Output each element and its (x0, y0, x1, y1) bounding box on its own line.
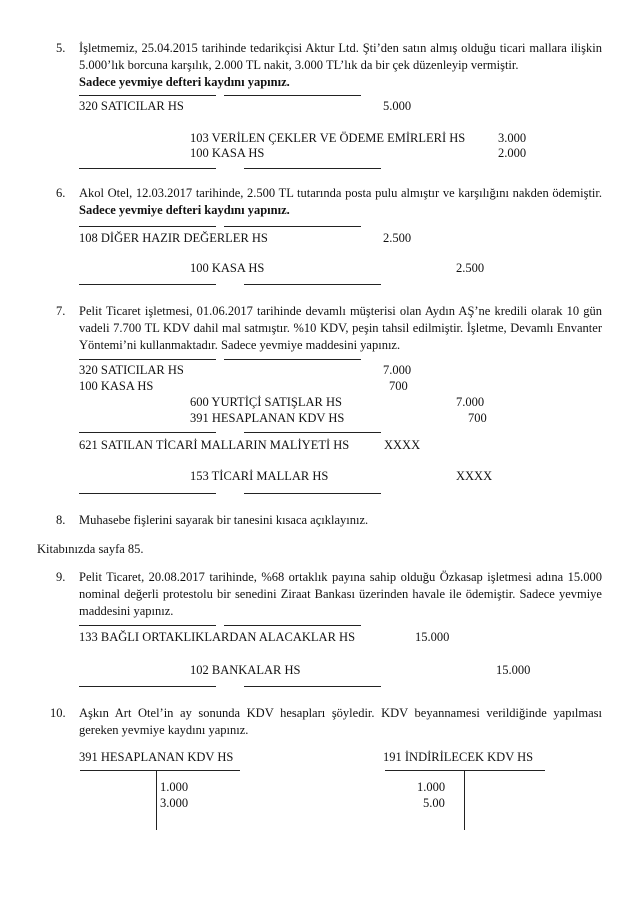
q5-credit-account-1: 103 VERİLEN ÇEKLER VE ÖDEME EMİRLERİ HS (190, 131, 466, 145)
q7-bottom-line-left (79, 493, 216, 494)
q9-credit-amount: 15.000 (496, 663, 531, 677)
taccount-191-title: 191 İNDİRİLECEK KDV HS (383, 750, 534, 764)
q7-cost-credit-amount: XXXX (456, 469, 493, 483)
q10-text: Aşkın Art Otel’in ay sonunda KDV hesapları şöyledir. KDV beyannamesi verildiğinde yapılması gereken yevmiye kaydını yapınız. (79, 706, 602, 737)
q6-number: 6. (56, 186, 66, 200)
q5-credit-amount-2: 2.000 (498, 146, 527, 160)
q5-credit-amount-1: 3.000 (498, 131, 527, 145)
q7-credit-account-1: 600 YURTİÇİ SATIŞLAR HS (190, 395, 342, 409)
q7-text: Pelit Ticaret işletmesi, 01.06.2017 tarihinde devamlı müşterisi olan Aydın AŞ’ne kredili olarak 10 gün vadeli 7.700 TL KDV dahil mal satmıştır. %10 KDV, peşin tahsil edilmiştir. İşletme, Devamlı Envanter Yöntemi’ni kullanmaktadır. Sadece yevmiye maddesini yapınız. (79, 304, 602, 352)
q6-text (79, 185, 602, 219)
taccount-391-title: 391 HESAPLANAN KDV HS (79, 750, 234, 764)
q5-instruction: Sadece yevmiye defteri kaydını yapınız. (79, 75, 290, 89)
taccount-191-hline (385, 770, 545, 771)
taccount-391-vline (156, 770, 157, 830)
q6-bottom-line-left (79, 284, 216, 285)
taccount-191-vline (464, 770, 465, 830)
q5-debit-amount: 5.000 (383, 99, 412, 113)
q6-instruction: Sadece yevmiye defteri kaydını yapınız. (79, 203, 290, 217)
q6-body: Akol Otel, 12.03.2017 tarihinde, 2.500 TL tutarında posta pulu almıştır ve karşılığını nakden ödemiştir. (79, 186, 602, 200)
q6-debit-amount: 2.500 (383, 231, 412, 245)
q5-debit-account: 320 SATICILAR HS (79, 99, 184, 113)
q7-mid-line-right (244, 432, 381, 433)
taccount-391-value-1: 1.000 (160, 780, 189, 794)
q7-debit-amount-2: 700 (389, 379, 408, 393)
q7-cost-debit-amount: XXXX (384, 438, 421, 452)
taccount-191-value-1: 1.000 (417, 780, 446, 794)
taccount-391-hline (80, 770, 240, 771)
q7-top-line-left (79, 359, 216, 360)
q7-credit-account-2: 391 HESAPLANAN KDV HS (190, 411, 345, 425)
q7-bottom-line-right (244, 493, 381, 494)
q9-debit-amount: 15.000 (415, 630, 450, 644)
q5-top-line-right (224, 95, 361, 96)
q7-mid-line-left (79, 432, 216, 433)
q7-cost-debit-account: 621 SATILAN TİCARİ MALLARIN MALİYETİ HS (79, 438, 350, 452)
q6-top-line-right (224, 226, 361, 227)
q7-debit-amount-1: 7.000 (383, 363, 412, 377)
q9-debit-account: 133 BAĞLI ORTAKLIKLARDAN ALACAKLAR HS (79, 630, 356, 644)
q7-debit-account-1: 320 SATICILAR HS (79, 363, 184, 377)
q7-number: 7. (56, 304, 66, 318)
q9-credit-account: 102 BANKALAR HS (190, 663, 301, 677)
q5-number: 5. (56, 41, 66, 55)
q6-credit-amount: 2.500 (456, 261, 485, 275)
taccount-391-value-2: 3.000 (160, 796, 189, 810)
q9-text: Pelit Ticaret, 20.08.2017 tarihinde, %68 ortaklık payına sahip olduğu Özkasap işletmesi adına 15.000 nominal değerli protestolu bir senedini Ziraat Bankası üzerinden havale ile ödemiştir. Sadece yevmiye maddesini yapınız. (79, 570, 602, 618)
q6-bottom-line-right (244, 284, 381, 285)
q7-cost-credit-account: 153 TİCARİ MALLAR HS (190, 469, 329, 483)
q8-text: Muhasebe fişlerini sayarak bir tanesini kısaca açıklayınız. (79, 513, 369, 527)
q9-bottom-line-right (244, 686, 381, 687)
q6-credit-account: 100 KASA HS (190, 261, 265, 275)
q9-top-line-left (79, 625, 216, 626)
q5-top-line-left (79, 95, 216, 96)
q8-number: 8. (56, 513, 66, 527)
q9-number: 9. (56, 570, 66, 584)
q5-body: İşletmemiz, 25.04.2015 tarihinde tedarikçisi Aktur Ltd. Şti’den satın almış olduğu ticari mallara ilişkin 5.000’lık borcuna karşılık, 2.000 TL nakit, 3.000 TL’lık da bir çek düzenleyip vermiştir. (79, 41, 602, 72)
q7-credit-amount-1: 7.000 (456, 395, 485, 409)
q7-debit-account-2: 100 KASA HS (79, 379, 154, 393)
q7-top-line-right (224, 359, 361, 360)
q9-top-line-right (224, 625, 361, 626)
q5-bottom-line-right (244, 168, 381, 169)
q5-text (79, 40, 602, 91)
q5-credit-account-2: 100 KASA HS (190, 146, 265, 160)
q5-bottom-line-left (79, 168, 216, 169)
q9-bottom-line-left (79, 686, 216, 687)
q6-top-line-left (79, 226, 216, 227)
q6-debit-account: 108 DİĞER HAZIR DEĞERLER HS (79, 231, 268, 245)
q7-credit-amount-2: 700 (468, 411, 487, 425)
q8-answer: Kitabınızda sayfa 85. (37, 542, 144, 556)
q10-number: 10. (50, 706, 66, 720)
taccount-191-value-2: 5.00 (423, 796, 445, 810)
